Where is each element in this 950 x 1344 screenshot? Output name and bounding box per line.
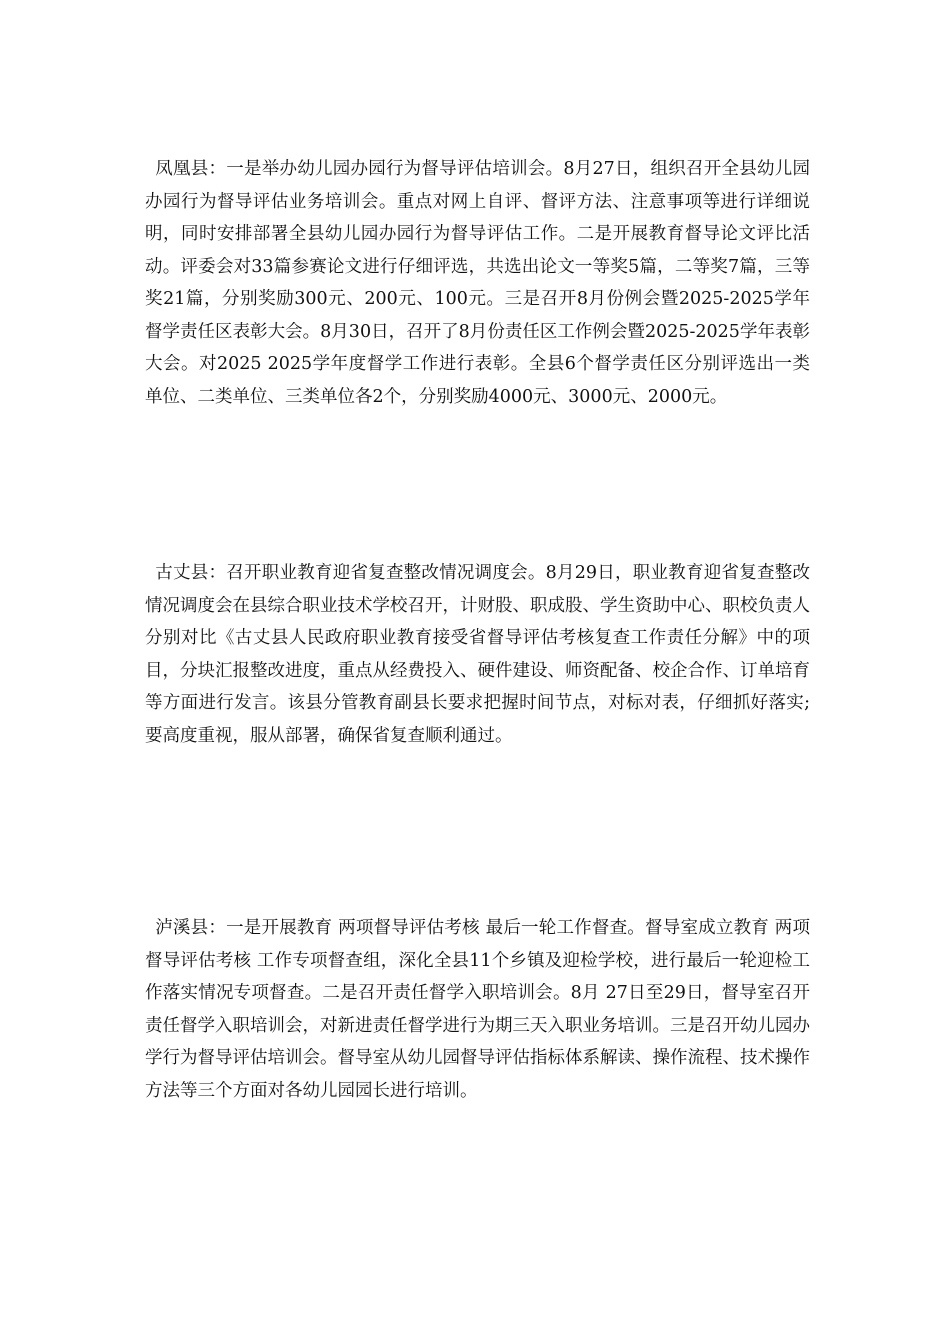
paragraph-luxi: [145, 912, 810, 1107]
paragraph-text: 泸溪县：一是开展教育 两项督导评估考核 最后一轮工作督查。督导室成立教育 两项督导评估考核 工作专项督查组，深化全县11个乡镇及迎检学校，进行最后一轮迎检工作落实情况专项督查。二是召开责任督学入职培训会。8月 27日至29日，督导室召开责任督学入职培训会，对新进责任督学进行为期三天入职业务培训。三是召开幼儿园办学行为督导评估培训会。督导室从幼儿园督导评估指标体系解读、操作流程、技术操作方法等三个方面对各幼儿园园长进行培训。: [145, 918, 810, 1101]
paragraph-fenghuang: [145, 153, 810, 413]
paragraph-text: 古丈县：召开职业教育迎省复查整改情况调度会。8月29日，职业教育迎省复查整改情况调度会在县综合职业技术学校召开，计财股、职成股、学生资助中心、职校负责人分别对比《古丈县人民政府职业教育接受省督导评估考核复查工作责任分解》中的项目，分块汇报整改进度，重点从经费投入、硬件建设、师资配备、校企合作、订单培育等方面进行发言。该县分管教育副县长要求把握时间节点，对标对表，仔细抓好落实;要高度重视，服从部署，确保省复查顺利通过。: [145, 563, 810, 746]
paragraph-text: 凤凰县：一是举办幼儿园办园行为督导评估培训会。8月27日，组织召开全县幼儿园办园行为督导评估业务培训会。重点对网上自评、督评方法、注意事项等进行详细说明，同时安排部署全县幼儿园办园行为督导评估工作。二是开展教育督导论文评比活动。评委会对33篇参赛论文进行仔细评选，共选出论文一等奖5篇，二等奖7篇，三等奖21篇，分别奖励300元、200元、100元。三是召开8月份例会暨2025-2025学年督学责任区表彰大会。8月30日，召开了8月份责任区工作例会暨2025-2025学年表彰大会。对2025 2025学年度督学工作进行表彰。全县6个督学责任区分别评选出一类单位、二类单位、三类单位各2个，分别奖励4000元、3000元、2000元。: [145, 159, 810, 407]
paragraph-guzhang: [145, 557, 810, 752]
